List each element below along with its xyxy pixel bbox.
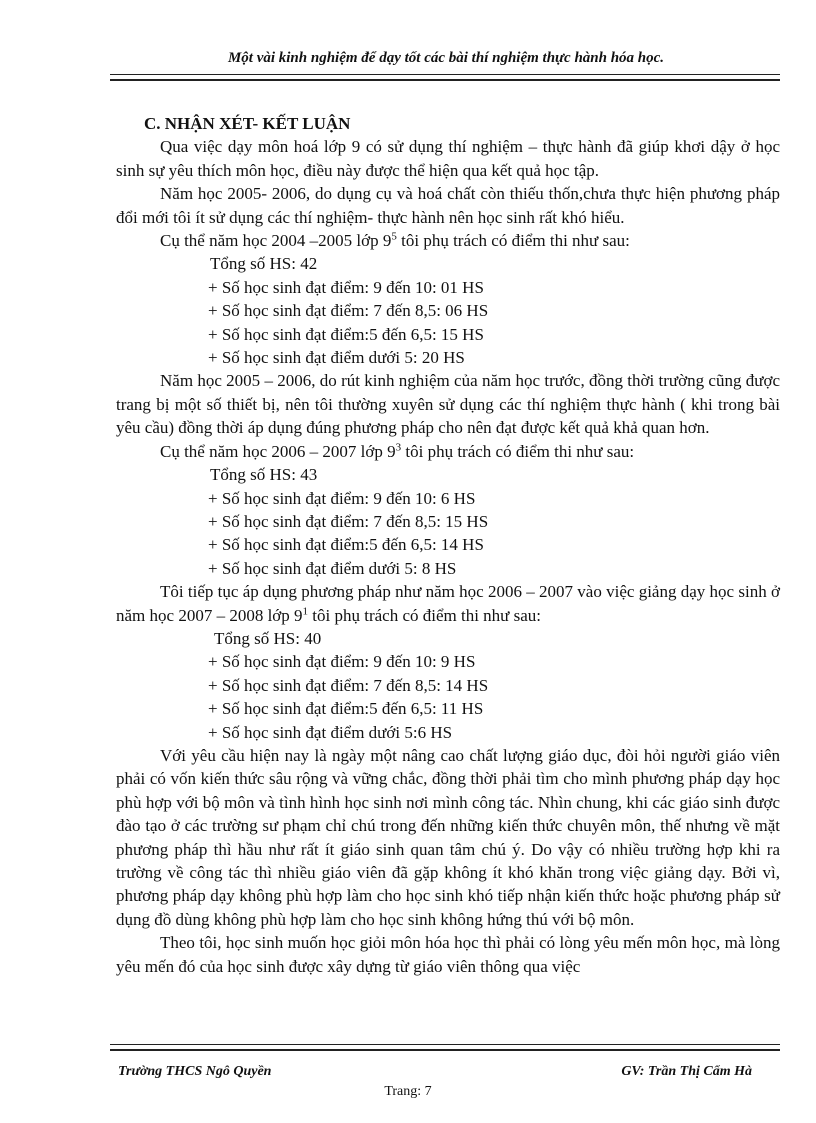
- stat-line: + Số học sinh đạt điểm:5 đến 6,5: 11 HS: [208, 699, 484, 719]
- stat-total: Tổng số HS: 43: [210, 465, 318, 485]
- stat-line: + Số học sinh đạt điểm dưới 5: 20 HS: [208, 348, 465, 368]
- section-heading: C. NHẬN XÉT- KẾT LUẬN: [144, 114, 351, 133]
- paragraph: Năm học 2005 – 2006, do rút kinh nghiệm của năm học trước, đồng thời trường cũng được trang bị một số thiết bị, nên tôi thường xuyên sử dụng các thí nghiệm thực hành ( khi trong bài yêu cầu) đồng thời áp dụng đúng phương pháp cho nên đạt được kết quả khả quan hơn.: [116, 371, 780, 438]
- stat-total: Tổng số HS: 42: [210, 254, 318, 274]
- paragraph: Cụ thể năm học 2006 – 2007 lớp $9^3$ tôi phụ trách có điểm thi như sau:: [160, 441, 635, 461]
- stat-line: + Số học sinh đạt điểm: 9 đến 10: 01 HS: [208, 277, 484, 297]
- stat-line: + Số học sinh đạt điểm: 7 đến 8,5: 14 HS: [208, 675, 489, 695]
- paragraph: Cụ thể năm học 2004 –2005 lớp $9^5$ tôi phụ trách có điểm thi như sau:: [160, 230, 630, 251]
- stat-line: + Số học sinh đạt điểm:5 đến 6,5: 15 HS: [208, 324, 484, 344]
- paragraph: Tôi tiếp tục áp dụng phương pháp như năm học 2006 – 2007 vào việc giảng dạy học sinh ở năm học 2007 – 2008 lớp $9^1$ tôi phụ trách có điểm thi như sau:: [116, 582, 780, 625]
- stat-line: + Số học sinh đạt điểm: 7 đến 8,5: 06 HS: [208, 301, 489, 321]
- page-number: Trang: 7: [384, 1084, 432, 1099]
- stat-line: + Số học sinh đạt điểm: 7 đến 8,5: 15 HS: [208, 511, 489, 531]
- stat-line: + Số học sinh đạt điểm dưới 5:6 HS: [208, 722, 453, 742]
- stat-line: + Số học sinh đạt điểm: 9 đến 10: 6 HS: [208, 488, 476, 508]
- stat-line: + Số học sinh đạt điểm:5 đến 6,5: 14 HS: [208, 535, 484, 555]
- footer-school: Trường THCS Ngô Quyền: [118, 1064, 272, 1079]
- paragraph: Qua việc dạy môn hoá lớp 9 có sử dụng thí nghiệm – thực hành đã giúp khơi dậy ở học sinh sự yêu thích môn học, điều này được thể hiện qua kết quả học tập.: [116, 137, 780, 180]
- stat-line: + Số học sinh đạt điểm: 9 đến 10: 9 HS: [208, 652, 476, 672]
- stat-line: + Số học sinh đạt điểm dưới 5: 8 HS: [208, 558, 457, 578]
- footer-teacher: GV: Trần Thị Cẩm Hà: [621, 1064, 752, 1079]
- footer-rule: [110, 1044, 780, 1051]
- header-rule: [110, 74, 780, 81]
- document-body: [116, 112, 780, 978]
- paragraph: Năm học 2005- 2006, do dụng cụ và hoá chất còn thiếu thốn,chưa thực hiện phương pháp đổi mới tôi ít sử dụng các thí nghiệm- thực hành nên học sinh rất khó hiểu.: [116, 184, 780, 227]
- paragraph: Theo tôi, học sinh muốn học giỏi môn hóa học thì phải có lòng yêu mến môn học, mà lòng yêu mến đó của học sinh được xây dựng từ giáo viên thông qua việc: [116, 933, 780, 976]
- stat-total: Tổng số HS: 40: [214, 628, 322, 648]
- paragraph: Với yêu cầu hiện nay là ngày một nâng cao chất lượng giáo dục, đòi hỏi người giáo viên phải có vốn kiến thức sâu rộng và vững chắc, đồng thời phải tìm cho mình phương pháp dạy học phù hợp với bộ môn và tình hình học sinh nơi mình công tác. Nhìn chung, khi các giáo sinh được đào tạo ở các trường sư phạm chỉ chú trong đến những kiến thức chuyên môn, thế nhưng về mặt phương pháp thì hầu như rất ít giáo sinh quan tâm chú ý. Do vậy có nhiều trường hợp khi ra trường về công tác thì nhiều giáo viên đã gặp không ít khó khăn trong việc giảng dạy. Bởi vì, phương pháp dạy không phù hợp làm cho học sinh khó tiếp nhận kiến thức hoặc phương pháp sử dụng đồ dùng không phù hợp làm cho học sinh không hứng thú với bộ môn.: [116, 745, 780, 929]
- page-header-title: Một vài kinh nghiệm để dạy tốt các bài thí nghiệm thực hành hóa học.: [227, 50, 665, 66]
